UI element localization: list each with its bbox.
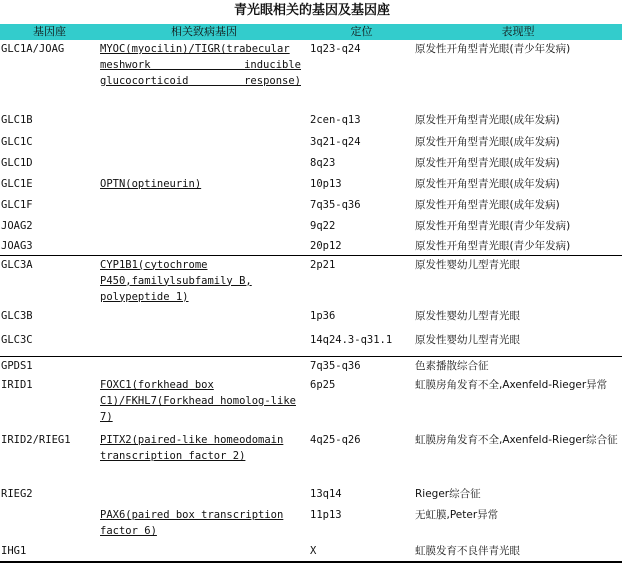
table-row [0, 356, 622, 376]
gene-cell: PAX6(paired box transcription factor 6) [100, 509, 284, 537]
locus-cell: RIEG2 [1, 488, 33, 500]
phenotype-cell: 无虹膜,Peter异常 [415, 509, 499, 521]
locus-cell: IRID1 [1, 379, 33, 391]
phenotype-cell: 虹膜房角发育不全,Axenfeld-Rieger综合征 [415, 434, 618, 446]
phenotype-cell: 原发性开角型青光眼(成年发病) [415, 178, 560, 190]
gene-cell: FOXC1(forkhead box C1)/FKHL7(Forkhead homolog-like 7) [100, 379, 296, 423]
position-cell: 1p36 [310, 310, 336, 322]
position-cell: 20p12 [310, 240, 342, 252]
phenotype-cell: 虹膜发育不良伴青光眼 [414, 542, 622, 562]
phenotype-cell: Rieger综合征 [415, 488, 481, 500]
position-cell: 6p25 [310, 379, 336, 391]
table-row [0, 133, 622, 154]
header-gene: 相关致病基因 [171, 25, 237, 38]
glaucoma-gene-table [0, 24, 622, 563]
position-cell: 7q35-q36 [309, 356, 414, 376]
phenotype-cell: 原发性开角型青光眼(成年发病) [415, 114, 560, 126]
locus-cell: GPDS1 [0, 356, 99, 376]
table-row [0, 376, 622, 431]
position-cell: 8q23 [310, 157, 336, 169]
table-row [0, 154, 622, 175]
table-row [0, 255, 622, 307]
locus-cell: JOAG3 [1, 240, 33, 252]
gene-cell [99, 307, 309, 331]
gene-cell: MYOC(myocilin)/TIGR(trabecular meshwork inducible glucocorticoid response) [100, 43, 301, 87]
table-row [0, 506, 622, 542]
position-cell: 2cen-q13 [310, 114, 361, 126]
phenotype-cell: 虹膜房角发育不全,Axenfeld-Rieger异常 [415, 379, 608, 391]
gene-cell [99, 331, 309, 356]
locus-cell: GLC1E [1, 178, 33, 190]
locus-cell: GLC1F [1, 199, 33, 211]
phenotype-cell: 原发性开角型青光眼(青少年发病) [415, 240, 571, 252]
table-header [0, 24, 622, 40]
gene-cell: OPTN(optineurin) [100, 178, 202, 190]
phenotype-cell: 色素播散综合征 [414, 356, 622, 376]
table-row [0, 237, 622, 255]
table-row [0, 175, 622, 196]
phenotype-cell: 原发性开角型青光眼(青少年发病) [415, 43, 571, 55]
phenotype-cell: 原发性开角型青光眼(成年发病) [415, 157, 560, 169]
position-cell: 11p13 [310, 509, 342, 521]
phenotype-cell: 原发性婴幼儿型青光眼 [415, 310, 520, 322]
header-position: 定位 [350, 25, 373, 38]
locus-cell: GLC3B [1, 310, 33, 322]
gene-cell [99, 356, 309, 376]
table-row [0, 217, 622, 237]
position-cell: 10p13 [310, 178, 342, 190]
position-cell: X [309, 542, 414, 562]
gene-cell: PITX2(paired-like homeodomain transcription factor 2) [100, 434, 284, 462]
table-row [0, 485, 622, 506]
position-cell: 9q22 [310, 220, 336, 232]
table-row [0, 40, 622, 111]
gene-cell [99, 111, 309, 133]
position-cell: 1q23-q24 [310, 43, 361, 55]
position-cell: 2p21 [309, 255, 414, 307]
header-phenotype: 表现型 [501, 25, 535, 38]
locus-cell [0, 506, 99, 542]
gene-cell [99, 217, 309, 237]
gene-cell: CYP1B1(cytochrome P450,familylsubfamily B, polypeptide 1) [99, 255, 309, 307]
table-row [0, 196, 622, 217]
gene-cell [99, 485, 309, 506]
position-cell: 7q35-q36 [310, 199, 361, 211]
position-cell: 3q21-q24 [310, 136, 361, 148]
table-row [0, 111, 622, 133]
locus-cell: GLC1A/JOAG [1, 43, 65, 55]
table-row [0, 542, 622, 562]
gene-cell [99, 196, 309, 217]
phenotype-cell: 原发性开角型青光眼(青少年发病) [415, 220, 571, 232]
phenotype-cell: 原发性婴幼儿型青光眼 [415, 334, 520, 346]
locus-cell: GLC3A [0, 255, 99, 307]
locus-cell: JOAG2 [1, 220, 33, 232]
locus-cell: GLC3C [1, 334, 33, 346]
locus-cell: GLC1C [1, 136, 33, 148]
table-row [0, 331, 622, 356]
locus-cell: IRID2/RIEG1 [1, 434, 71, 446]
locus-cell: IHG1 [0, 542, 99, 562]
position-cell: 13q14 [310, 488, 342, 500]
phenotype-cell: 原发性开角型青光眼(成年发病) [415, 199, 560, 211]
locus-cell: GLC1B [1, 114, 33, 126]
position-cell: 14q24.3-q31.1 [310, 334, 393, 346]
table-row [0, 431, 622, 485]
table-title: 青光眼相关的基因及基因座 [233, 3, 390, 18]
gene-cell [99, 542, 309, 562]
phenotype-cell: 原发性开角型青光眼(成年发病) [415, 136, 560, 148]
locus-cell: GLC1D [1, 157, 33, 169]
table-row [0, 307, 622, 331]
gene-cell [99, 237, 309, 255]
gene-cell [99, 133, 309, 154]
position-cell: 4q25-q26 [310, 434, 361, 446]
phenotype-cell: 原发性婴幼儿型青光眼 [414, 255, 622, 307]
gene-cell [99, 154, 309, 175]
header-locus: 基因座 [33, 25, 66, 38]
